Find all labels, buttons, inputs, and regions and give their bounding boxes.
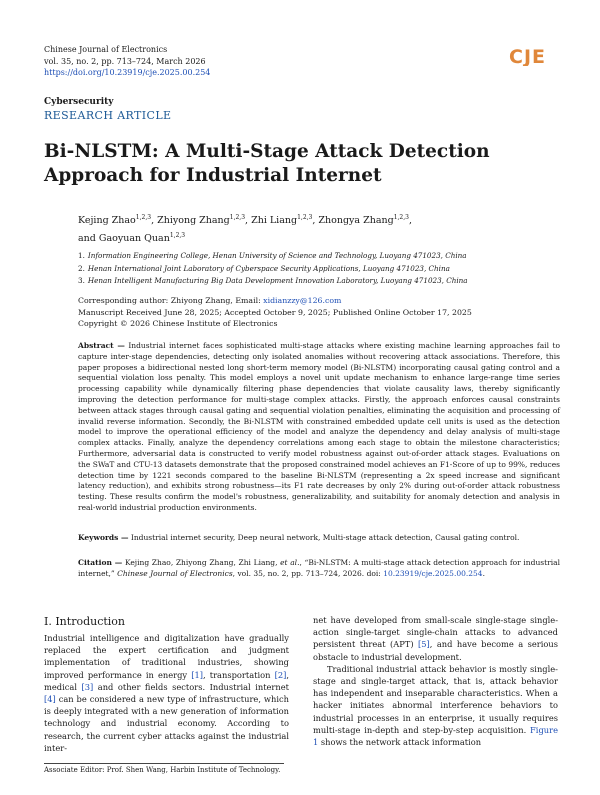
author: Zhiyong Zhang$^{1,2,3}$, [157, 214, 252, 227]
svg-text:CJE: CJE [509, 46, 546, 66]
section-heading: I. Introduction [44, 615, 126, 628]
header-doi-link[interactable]: https://doi.org/10.23919/cje.2025.00.254 [44, 68, 211, 77]
footnote-rule [44, 763, 284, 764]
paragraph: net have developed from small-scale single-stage single-action single-target single-chain attacks to advanced persistent threat (APT) [5], and have become a serious obstacle to industrial development. [313, 615, 558, 662]
citation-link[interactable]: [3] [81, 681, 94, 692]
section-label: Cybersecurity [44, 97, 114, 107]
author-list [78, 210, 558, 246]
intro-right-column [313, 614, 558, 748]
paragraph: Traditional industrial attack behavior is mostly single-stage and single-target attack, that is, attack behavior has independent and inseparable characteristics. When a hacker initiates abnormal interference behaviors to industrial processes in an enterprise, it usually requires multi-stage in-depth and step-by-step acquisition. Figure 1 shows the network attack information [313, 663, 558, 748]
citation-link[interactable]: [4] [44, 694, 56, 705]
volume-line: vol. 35, no. 2, pp. 713–724, March 2026 [44, 56, 206, 66]
intro-left-column: Industrial intelligence and digitalization have gradually replaced the expert certification and judgment implementation of traditional industries, showing improved performance in energy [1], transportation [2], medical [3] and other fields sectors. Industrial internet [4] can be considered a new type of infrastructure, which is deeply integrated with a new generation of information technology and industrial economy. According to research, the current cyber attacks against the industrial inter- [44, 633, 290, 753]
citation: Citation — Kejing Zhao, Zhiyong Zhang, Zhi Liang, et al., “Bi-NLSTM: A multi-stage attack detection approach for industrial internet,” Chinese Journal of Electronics, vol. 35, no. 2, pp. 713–724, 2026. doi: 10.23919/cje.2025.00.254. [78, 558, 560, 578]
email-link[interactable]: xidianzzy@126.com [263, 296, 342, 305]
abstract-text: Industrial internet faces sophisticated multi-stage attacks where existing machine learning approaches fail to capture inter-stage dependencies, detecting only isolated anomalies without recovering attack associations. Therefore, this paper proposes a bidirectional nested long short-term memory model (Bi-NLSTM) incorporating causal gating control and a sequential violation loss penalty. This model employs a novel unit update mechanism to enhance large-range time series processing capability while dynamically filtering phase dependencies that violate causality laws, thereby significantly improving the detection performance for multi-stage complex attacks. Firstly, the approach enforces causal constraints between attack stages through causal gating and sequential violation penalties, eliminating the acquisition and processing of invalid reverse information. Secondly, the Bi-NLSTM with constrained embedded update cell units is used as the detection model to improve the operational efficiency of the model and analyze the dependency and delay analysis of multi-stage complex attacks. Finally, analyze the dependency correlations among each stage to obtain the milestone characteristics; Furthermore, adversarial data is constructed to verify model robustness against out-of-order attack stages. Evaluations on the SWaT and CTU-13 datasets demonstrate that the proposed constrained model achieves an F1-Score of up to 99%, reduces detection time by 1221 seconds compared to the baseline Bi-NLSTM (representing a 2x speed increase and significant latency reduction), and exhibits strong robustness—its F1 rate decreases by only 2% during out-of-order attack robustness testing. These results confirm the model's robustness, generalizability, and suitability for anomaly detection and analysis in real-world industrial production environments. [78, 341, 561, 512]
citation-doi-link[interactable]: 10.23919/cje.2025.00.254 [383, 568, 483, 578]
affiliation-list [78, 250, 578, 288]
manuscript-info [78, 295, 578, 330]
journal-name: Chinese Journal of Electronics [44, 45, 168, 54]
citation-label: Citation — [78, 558, 123, 567]
footnote: Associate Editor: Prof. Shen Wang, Harbin Institute of Technology. [44, 766, 281, 774]
author: Zhi Liang$^{1,2,3}$, [251, 214, 319, 227]
corresponding-author: Corresponding author: Zhiyong Zhang, Email: xidianzzy@126.com [78, 296, 342, 305]
manuscript-dates: Manuscript Received June 28, 2025; Accepted October 9, 2025; Published Online October 17, 2025 [78, 307, 472, 317]
author: and Gaoyuan Quan$^{1,2,3}$ [78, 232, 186, 245]
keywords-label: Keywords — [78, 533, 129, 542]
citation-link[interactable]: [1] [191, 669, 203, 680]
author: Zhongya Zhang$^{1,2,3}$, [318, 214, 413, 227]
figure-link[interactable]: Figure 1 [313, 724, 558, 748]
paper-title: Bi-NLSTM: A Multi-Stage Attack Detection Approach for Industrial Internet [44, 141, 490, 186]
citation-link[interactable]: [2] [274, 669, 287, 680]
abstract-label: Abstract — [78, 341, 125, 350]
keywords-text: Industrial internet security, Deep neural network, Multi-stage attack detection, Causal gating control. [128, 533, 520, 542]
citation-link[interactable]: [5] [417, 639, 430, 650]
copyright: Copyright © 2026 Chinese Institute of Electronics [78, 319, 278, 328]
author: Kejing Zhao$^{1,2,3}$, [78, 214, 158, 227]
article-type: RESEARCH ARTICLE [44, 109, 172, 122]
abstract [78, 341, 560, 514]
affiliation: 3. Henan Intelligent Manufacturing Big Data Development Innovation Laboratory, Luoyang 471023, China [78, 276, 468, 285]
affiliation: 1. Information Engineering College, Henan University of Science and Technology, Luoyang 471023, China [78, 251, 467, 260]
journal-header [44, 44, 210, 79]
affiliation: 2. Henan International Joint Laboratory of Cyberspace Security Applications, Luoyang 471023, China [78, 263, 450, 273]
cje-logo [509, 46, 559, 66]
keywords [78, 533, 560, 544]
